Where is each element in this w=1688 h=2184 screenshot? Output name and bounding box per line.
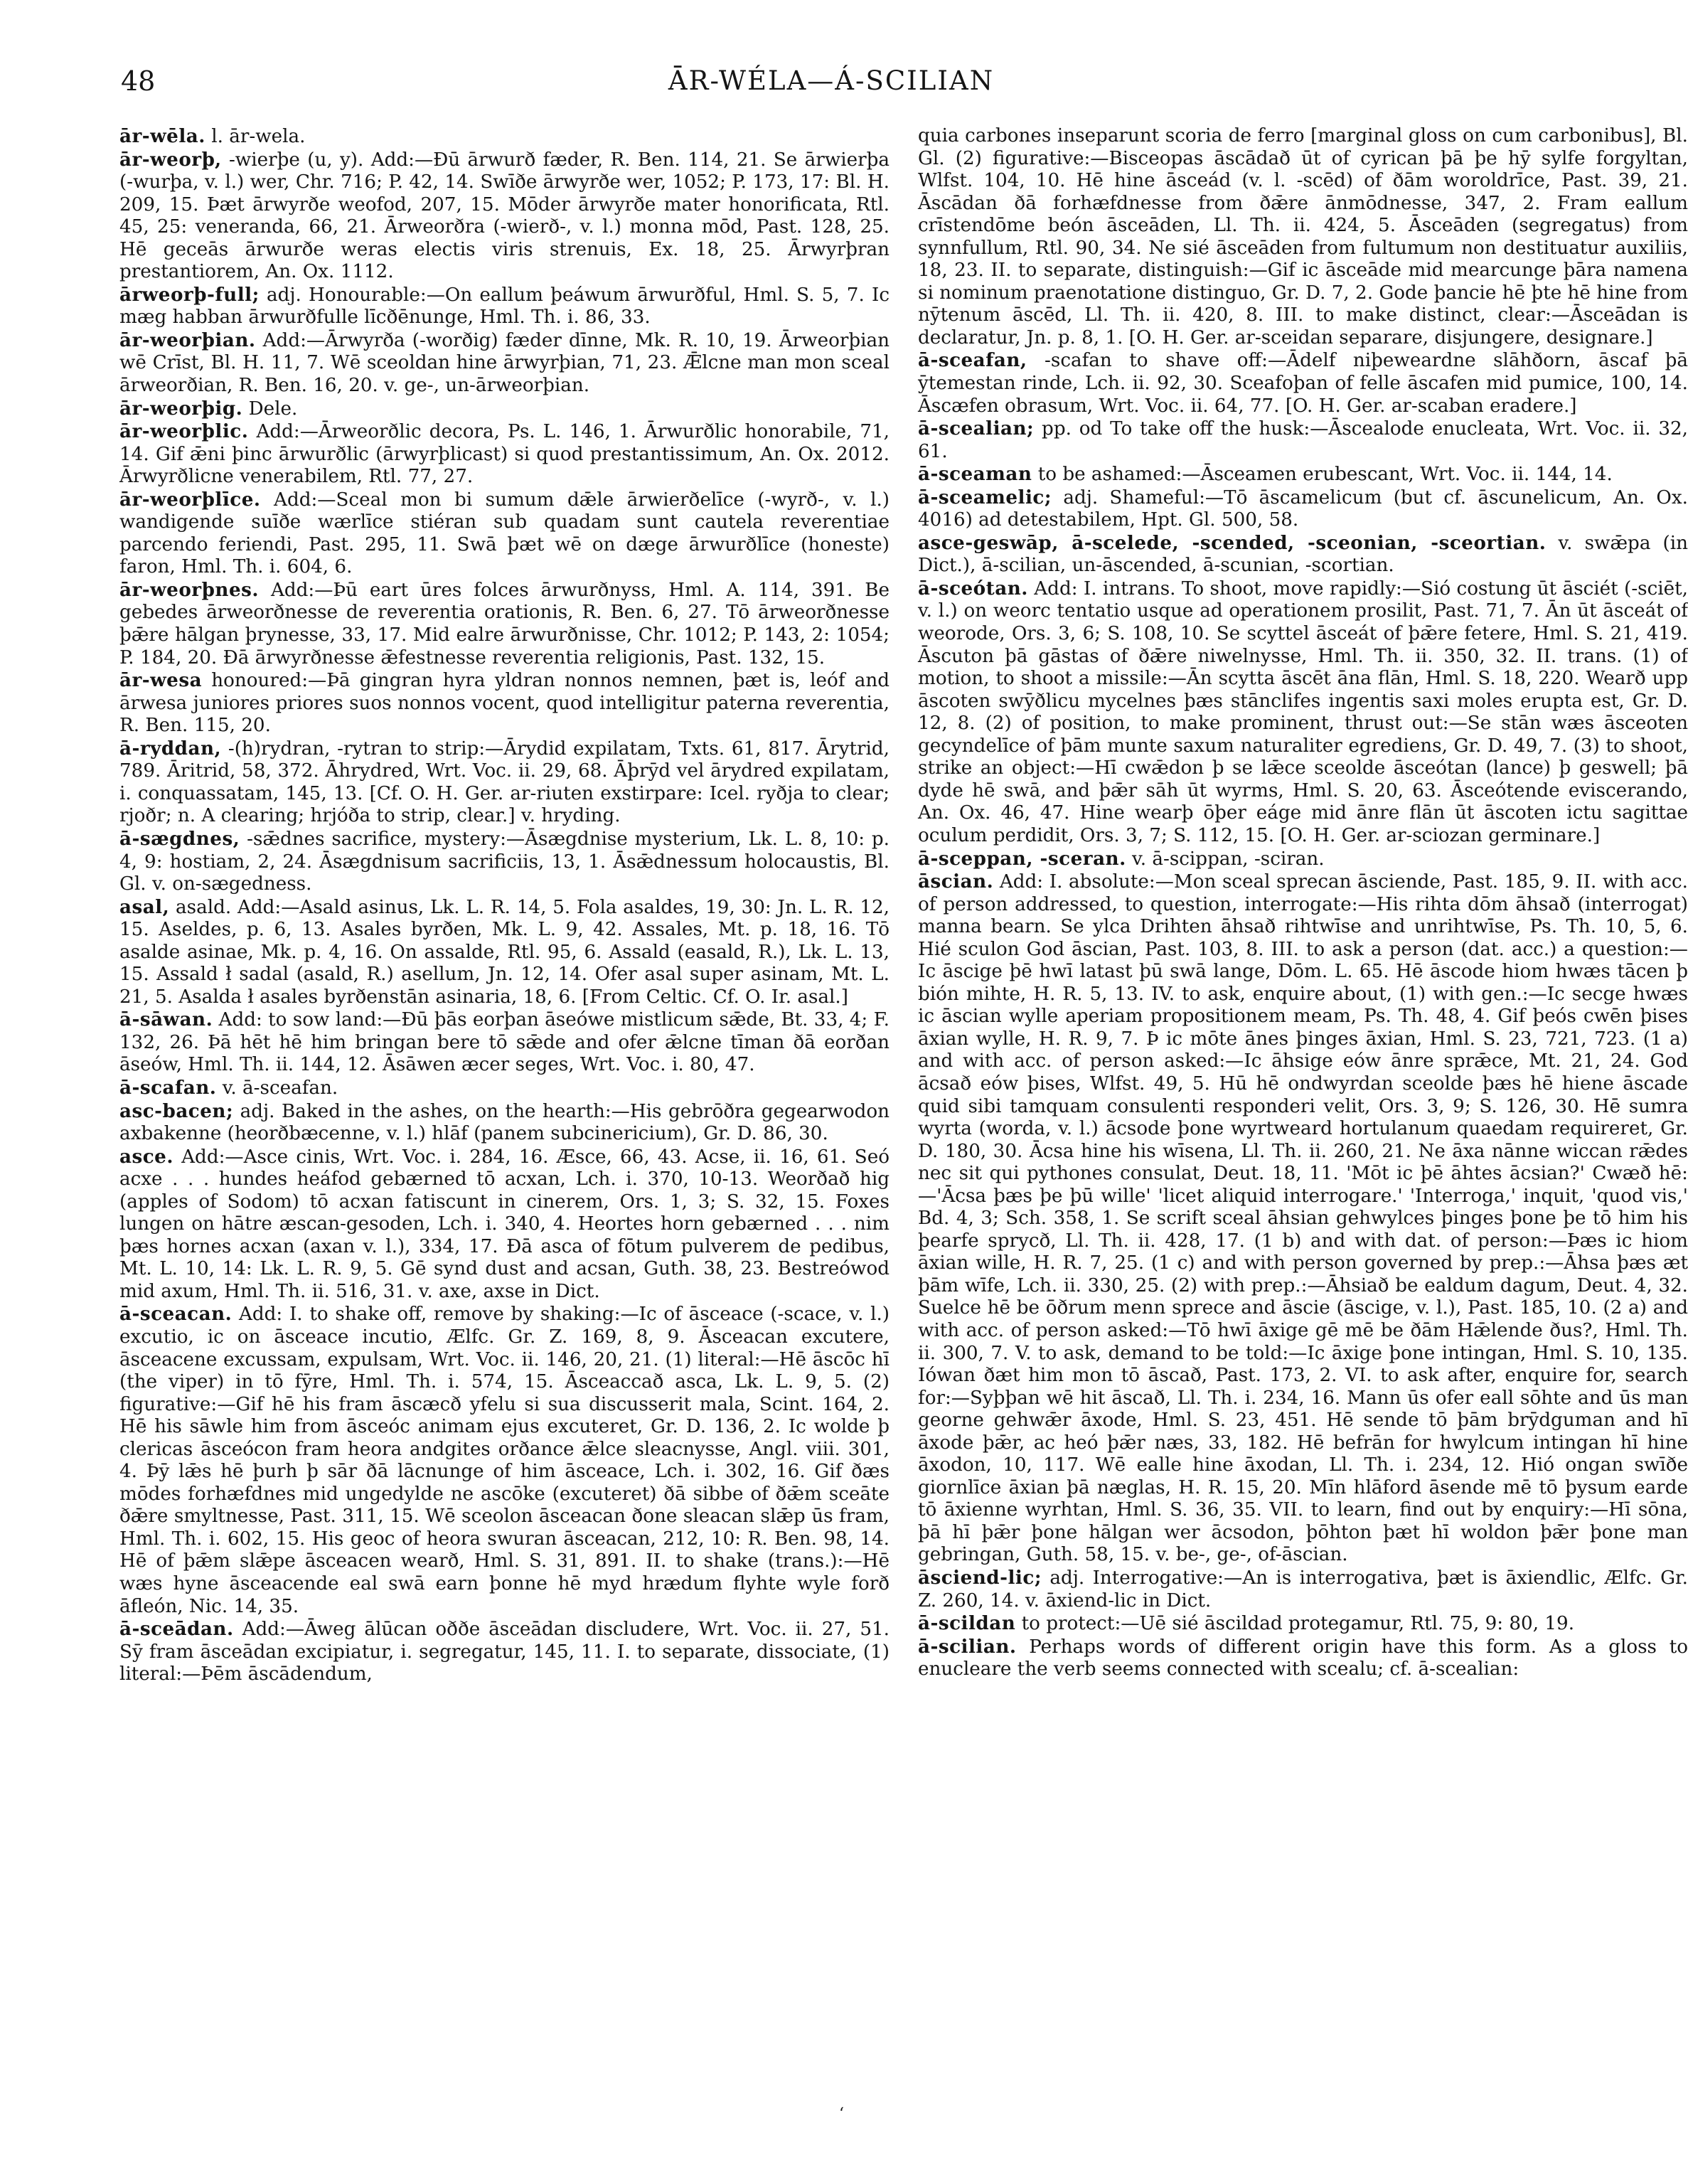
entry-headword: ā-sægdnes, [119, 827, 240, 850]
entry-text: Add:—Ārweorðlic decora, Ps. L. 146, 1. Ārwurðlic honorabile, 71, 14. Gif ǣni þinc ārwurðlic (ārwyrþlicast) si quod prestantissimum, An. Ox. 2012. Ārwyrðlicne venerabilem, Rtl. 77, 27. [119, 421, 890, 488]
entry-text: adj. Interrogative:—An is interrogativa, þæt is āxiendlic, Ælfc. Gr. Z. 260, 14. v. āxiend-lic in Dict. [918, 1567, 1688, 1612]
dictionary-entry [119, 1100, 890, 1146]
entry-text: quia carbones inseparunt scoria de ferro [marginal gloss on cum carbonibus], Bl. Gl. (2) figurative:—Bisceopas āscādað ūt of cyrican þā þe hȳ sylfe forgyltan, Wlfst. 104, 10. Hē hine āsceád (v. l. -scēd) of ðām woroldrīce, Past. 39, 21. Āscādan ðā forhæfdnesse from ðǣre ānmōdnesse, 347, 2. Fram eallum crīstendōme beón āsceāden, Ll. Th. ii. 424, 5. Āsceāden (segregatus) from synnfullum, Rtl. 90, 34. Ne sié āsceāden from fultumum non destituatur auxiliis, 18, 23. II. to separate, distinguish:—Gif ic āsceāde mid mearcunge þāra namena si nominum praenotatione distinguo, Gr. D. 7, 2. Gode þancie hē þte hē hine from nȳtenum āscēd, Ll. Th. ii. 420, 8. III. to make distinct, clear:—Āsceādan is declaratur, Jn. p. 8, 1. [O. H. Ger. ar-sceidan separare, disjungere, designare.] [918, 125, 1688, 348]
entry-text: to be ashamed:—Āsceamen erubescant, Wrt. Voc. ii. 144, 14. [1032, 464, 1613, 486]
dictionary-entry [119, 1618, 890, 1686]
dictionary-entry [918, 1567, 1688, 1612]
entry-headword: ā-sceacan. [119, 1303, 233, 1326]
dictionary-entry [119, 737, 890, 828]
dictionary-entry [918, 870, 1688, 1567]
dictionary-entry [918, 577, 1688, 848]
entry-headword: ār-weorþig. [119, 397, 243, 420]
entry-headword: asal, [119, 895, 170, 918]
footer-mark: ‘ [839, 2105, 844, 2123]
entry-headword: asce-geswāp, ā-scelede, -scended, -sceonian, -sceortian. [918, 531, 1547, 554]
dictionary-entry [918, 417, 1688, 463]
dictionary-entry [119, 1077, 890, 1100]
entry-headword: ā-sceppan, -sceran. [918, 847, 1126, 870]
entry-text: Add: to sow land:—Ðū þās eorþan āseówe mistlicum sǣde, Bt. 33, 4; F. 132, 26. Þā hēt hē him bringan bere tō sǣde and ofer ǣlcne tīman ðā eorðan āseów, Hml. Th. ii. 144, 12. Āsāwen æcer seges, Wrt. Voc. i. 80, 47. [119, 1009, 890, 1076]
entry-text: Add: I. intrans. To shoot, move rapidly:—Sió costung ūt āsciét (-sciēt, v. l.) on weorc tentatio usque ad operationem prosilit, Past. 71, 7. Ān ūt āsceát of weorode, Ors. 3, 6; S. 108, 10. Se scyttel āsceát of þǣre fetere, Hml. S. 21, 419. Āscuton þā gāstas of ðǣre niwelnysse, Hml. Th. ii. 350, 32. II. trans. (1) of motion, to shoot a missile:—Ān scytta āscēt āna flān, Hml. S. 18, 220. Wearð upp āscoten swȳðlicu mycelnes þæs stānclifes ingentis saxi moles erupta est, Gr. D. 12, 8. (2) of position, to make prominent, thrust out:—Se stān wæs āsceoten gecyndelīce of þām munte saxum naturaliter egrediens, Gr. D. 49, 7. (3) to shoot, strike an object:—Hī cwǣdon þ se lǣce sceolde āsceótan (lance) þ geswell; þā dyde hē swā, and þǣr sāh ūt wyrms, Hml. S. 20, 63. Āsceótende eviscerando, An. Ox. 46, 47. Hine wearþ ōþer eáge mid ānre flān ūt āscoten ictu sagittae oculum perdidit, Ors. 3, 7; S. 112, 15. [O. H. Ger. ar-sciozan germinare.] [918, 577, 1688, 846]
dictionary-entry [918, 532, 1688, 577]
entry-headword: ārweorþ-full; [119, 283, 260, 306]
entry-text: v. ā-scippan, -sciran. [1126, 848, 1325, 870]
entry-text: Dele. [242, 398, 298, 420]
entry-headword: ār-weorþlic. [119, 420, 249, 443]
entry-text: to protect:—Uē sié āscildad protegamur, Rtl. 75, 9: 80, 19. [1015, 1613, 1575, 1635]
dictionary-entry [918, 463, 1688, 486]
dictionary-entry [119, 329, 890, 398]
entry-text: Add:—Þū eart ūres folces ārwurðnyss, Hml. A. 114, 391. Be gebedes ārweorðnesse de reverentia orationis, R. Ben. 6, 27. Tō ārweorðnesse þǣre hālgan þrynesse, 33, 17. Mid ealre ārwurðnisse, Chr. 1012; P. 143, 2: 1054; P. 184, 20. Ðā ārwyrðnesse ǣfestnesse reverentia religionis, Past. 132, 15. [119, 579, 890, 668]
dictionary-entry [119, 579, 890, 669]
entry-text: Add: I. absolute:—Mon sceal sprecan āsciende, Past. 185, 9. II. with acc. of person addressed, to question, interrogate:—His rihta dōm āhsað (interrogat) manna bearn. Se ylca Drihten āhsað rihtwīse and unrihtwīse, Ps. Th. 10, 5, 6. Hié sculon God āscian, Past. 103, 8. III. to ask a person (dat. acc.) a question:—Ic āscige þē hwī latast þū swā lange, Dōm. L. 65. Hē āscode hiom hwæs tācen þ bión mihte, H. R. 5, 13. IV. to ask, enquire about, (1) with gen.:—Ic secge hwæs ic āscian wylle aperiam propositionem meam, Ps. Th. 48, 4. Gif þeós cwēn þises āxian wylle, H. R. 9, 7. Þ ic mōte ānes þinges āxian, Hml. S. 23, 721, 723. (1 a) and with acc. of person asked:—Ic āhsige eów ānre sprǣce, Mt. 21, 24. God ācsað eów þises, Wlfst. 49, 5. Hū hē ondwyrdan sceolde þæs hē hiene āscade quid sibi tamquam consulenti responderi velit, Ors. 3, 9; S. 126, 30. Hē sumra wyrta (worda, v. l.) ācsode þone wyrtweard hortulanum quaedam requireret, Gr. D. 180, 30. Ācsa hine his wīsena, Ll. Th. ii. 260, 21. Ne āxa nānne wiccan rǣdes nec sit qui pythones consulat, Deut. 18, 11. 'Mōt ic þē āhtes ācsian?' Cwæð hē:—'Ācsa þæs þe þū wille' 'licet aliquid interrogare.' 'Interroga,' inquit, 'quod vis,' Bd. 4, 3; Sch. 358, 1. Se scrift sceal āhsian gehwylces þinges þone þe tō him his þearfe sprycð, Ll. Th. ii. 428, 17. (1 b) and with dat. of person:—Þæs ic hiom āxian wille, H. R. 7, 25. (1 c) and with person governed by prep.:—Āhsa þæs æt þām wīfe, Lch. ii. 330, 25. (2) with prep.:—Āhsiað be ealdum dagum, Deut. 4, 32. Suelce hē be ōðrum menn sprece and āscie (āscige, v. l.), Past. 185, 10. (2 a) and with acc. of person asked:—Tō hwī āxige gē mē be ðām Hǣlende ðus?, Hml. Th. ii. 300, 7. V. to ask, demand to be told:—Ic āxige þone intingan, Hml. S. 10, 135. Iówan ðæt him mon tō āscað, Past. 173, 2. VI. to ask after, enquire for, search for:—Syþþan wē hit āscað, Ll. Th. i. 234, 16. Mann ūs ofer eall sōhte and ūs man georne gehwǣr āxode, Hml. S. 23, 451. Hē sende tō þām brȳdguman and hī āxode þǣr, ac heó þǣr næs, 33, 182. Hē befrān for hwylcum intingan hī hine āxodon, 10, 117. Wē ealle hine āxodan, Ll. Th. i. 234, 12. Hió ongan swīðe giornlīce āxian þā næglas, H. R. 15, 20. Mīn hlāford āsende mē tō þysum earde tō āxienne wyrhtan, Hml. S. 36, 35. VII. to learn, find out by enquiry:—Hī sōna, þā hī þǣr þone hālgan wer ācsodon, þōhton þæt hī woldon þǣr þone man gebringan, Guth. 58, 15. v. be-, ge-, of-āscian. [918, 871, 1688, 1566]
dictionary-entry [119, 1008, 890, 1077]
dictionary-entry [119, 1303, 890, 1618]
entry-text: pp. od To take off the husk:—Āscealode enucleata, Wrt. Voc. ii. 32, 61. [918, 418, 1688, 462]
entry-text: v. ā-sceafan. [216, 1077, 338, 1099]
dictionary-entry [119, 398, 890, 421]
entry-headword: ā-ryddan, [119, 737, 222, 760]
entry-text: -(h)rydran, -rytran to strip:—Ārydid expilatam, Txts. 61, 817. Ārytrid, 789. Āritrid, 58, 372. Āhrydred, Wrt. Voc. ii. 29, 68. Āþrȳd vel ārydred expilatam, i. conquassatam, 145, 13. [Cf. O. H. Ger. ar-riuten exstirpare: Icel. ryðja to clear; rjoðr; n. A clearing; hrjóða to strip, clear.] v. hryding. [119, 737, 890, 827]
entry-headword: ā-scealian; [918, 417, 1035, 440]
entry-text: -scafan to shave off:—Ādelf niþeweardne slāhðorn, āscaf þā ȳtemestan rinde, Lch. ii. 92, 30. Sceafoþan of felle āscafen mid pumice, 100, 14. Āscæfen obrasum, Wrt. Voc. ii. 64, 77. [O. H. Ger. ar-scaban eradere.] [918, 350, 1688, 417]
entry-text: honoured:—Þā gingran hyra yldran nonnos nemnen, þæt is, leóf and ārwesa juniores priores suos nonnos vocent, quod intelligitur paterna reverentia, R. Ben. 115, 20. [119, 670, 890, 737]
entry-headword: ā-sceaman [918, 463, 1032, 486]
dictionary-entry [918, 848, 1688, 871]
entry-text: l. ār-wela. [205, 126, 306, 147]
entry-headword: ā-sceādan. [119, 1618, 234, 1641]
dictionary-entry [918, 349, 1688, 417]
entry-headword: ā-sāwan. [119, 1008, 213, 1031]
page-header [0, 65, 1662, 108]
dictionary-entry [119, 149, 890, 284]
entry-text: adj. Shameful:—Tō āscamelicum (but cf. āscunelicum, An. Ox. 4016) ad detestabilem, Hpt. Gl. 500, 58. [918, 486, 1688, 531]
dictionary-entry [119, 1146, 890, 1304]
entry-headword: ār-weorþian. [119, 329, 256, 351]
entry-text: Add:—Ārwyrða (-worðig) fæder dīnne, Mk. R. 10, 19. Ārweorþian wē Crīst, Bl. H. 11, 7. Wē sceoldan hine ārwyrþian, 71, 23. Ǣlcne man mon sceal ārweorðian, R. Ben. 16, 20. v. ge-, un-ārweorþian. [119, 329, 890, 397]
entry-headword: ār-weorþnes. [119, 578, 259, 601]
dictionary-entry [119, 125, 890, 149]
entry-headword: ā-scildan [918, 1612, 1016, 1635]
entry-headword: ār-wesa [119, 669, 203, 692]
entry-text: Add: I. to shake off, remove by shaking:—Ic of āsceace (-scace, v. l.) excutio, ic on āsceace incutio, Ælfc. Gr. Z. 169, 8, 9. Āsceacan excutere, āsceacene excussam, expulsam, Wrt. Voc. ii. 146, 20, 21. (1) literal:—Hē āscōc hī (the viper) in tō fȳre, Hml. Th. i. 574, 15. Āsceaccað asca, Lk. L. 9, 5. (2) figurative:—Gif hē his fram āscæcð yfelu si sua discusserit mala, Scint. 164, 2. Hē his sāwle him from āsceóc animam ejus excuteret, Gr. D. 136, 2. Ic wolde þ clericas āsceócon fram heora andgites orðance ǣlce sleacnysse, Angl. viii. 301, 4. Þȳ lǣs hē þurh þ sār ðā lācnunge of him āsceace, Lch. i. 302, 16. Gif ðæs mōdes forhæfdnes mid ungedylde ne ascōke (excuteret) ðā sibbe of ðǣm sceāte ðǣre smyltnesse, Past. 311, 15. Wē sceolon āsceacan ðone sleacan slǣp ūs fram, Hml. Th. i. 602, 15. His geoc of heora swuran āsceacan, 212, 10: R. Ben. 98, 14. Hē of þǣm slǣpe āsceacen wearð, Hml. S. 31, 891. II. to shake (trans.):—Hē wæs hyne āsceacende eal swā earn þonne hē myd hrædum flyhte wyle forð āfleón, Nic. 14, 35. [119, 1304, 890, 1617]
entry-text: adj. Baked in the ashes, on the hearth:—His gebrōðra gegearwodon axbakenne (heorðbæcenne, v. l.) hlāf (panem subcinericium), Gr. D. 86, 30. [119, 1100, 890, 1145]
dictionary-entry [918, 1636, 1688, 1681]
entry-headword: ā-sceamelic; [918, 486, 1052, 508]
dictionary-entry [119, 669, 890, 737]
dictionary-entry [918, 125, 1688, 349]
entry-text: Add:—Sceal mon bi sumum dǣle ārwierðelīce (-wyrð-, v. l.) wandigende suīðe wærlīce stiéran sub quadam sunt cautela reverentiae parcendo feriendi, Past. 295, 11. Swā þæt wē on dæge ārwurðlīce (honeste) faron, Hml. Th. i. 604, 6. [119, 489, 890, 578]
left-column [119, 125, 890, 1686]
dictionary-entry [119, 284, 890, 329]
dictionary-entry [918, 1612, 1688, 1636]
dictionary-entry [119, 828, 890, 896]
entry-headword: āscian. [918, 870, 994, 893]
page-number: 48 [121, 65, 156, 97]
entry-text: -sǣdnes sacrifice, mystery:—Āsægdnise mysterium, Lk. L. 8, 10: p. 4, 9: hostiam, 2, 24. Āsægdnisum sacrificiis, 13, 1. Āsǣdnessum holocaustis, Bl. Gl. v. on-sægedness. [119, 828, 890, 895]
right-column [918, 125, 1688, 1681]
entry-text: adj. Honourable:—On eallum þeáwum ārwurðful, Hml. S. 5, 7. Ic mæg habban ārwurðfulle līcðēnunge, Hml. Th. i. 86, 33. [119, 284, 890, 329]
entry-headword: ā-sceafan, [918, 349, 1027, 372]
entry-headword: ār-weorþ, [119, 148, 222, 171]
entry-text: -wierþe (u, y). Add:—Ðū ārwurð fæder, R. Ben. 114, 21. Se ārwierþa (-wurþa, v. l.) wer, Chr. 716; P. 42, 14. Swīðe ārwyrðe wer, 1052; P. 173, 17: Bl. H. 209, 15. Þæt ārwyrðe weofod, 207, 15. Mōder ārwyrðe mater honorificata, Rtl. 45, 25: veneranda, 66, 21. Ārweorðra (-wierð-, v. l.) monna mōd, Past. 128, 25. Hē geceās ārwurðe weras electis viris strenuis, Ex. 18, 25. Ārwyrþran prestantiorem, An. Ox. 1112. [119, 149, 890, 283]
entry-headword: ā-scilian. [918, 1635, 1017, 1658]
entry-text: v. swǣpa (in Dict.), ā-scilian, un-āscended, ā-scunian, -scortian. [918, 532, 1688, 577]
dictionary-entry [119, 489, 890, 579]
entry-headword: asc-bacen; [119, 1099, 234, 1122]
entry-text: asald. Add:—Asald asinus, Lk. L. R. 14, 5. Fola asaldes, 19, 30: Jn. L. R. 12, 15. Aseldes, p. 6, 13. Asales byrðen, Mk. L. 9, 42. Assales, Mt. p. 18, 16. Tō asalde asinae, Mk. p. 4, 16. On assalde, Rtl. 95, 6. Assald (easald, R.), Lk. L. 13, 15. Assald ł sadal (asald, R.) asellum, Jn. 12, 14. Ofer asal super asinam, Mt. L. 21, 5. Asalda ł asales byrðenstān asinaria, 18, 6. [From Celtic. Cf. O. Ir. asal.] [119, 896, 890, 1008]
dictionary-entry [918, 486, 1688, 532]
entry-headword: ā-scafan. [119, 1076, 217, 1099]
dictionary-entry [119, 896, 890, 1009]
running-title: ĀR-WÉLA—Á-SCILIAN [668, 65, 995, 96]
entry-text: Perhaps words of different origin have this form. As a gloss to enucleare the verb seems connected with scealu; cf. ā-scealian: [918, 1636, 1688, 1680]
entry-text: Add:—Āweg ālūcan oððe āsceādan discludere, Wrt. Voc. ii. 27, 51. Sȳ fram āsceādan excipiatur, i. segregatur, 145, 11. I. to separate, dissociate, (1) literal:—Þēm āscādendum, [119, 1619, 890, 1685]
entry-text: Add:—Asce cinis, Wrt. Voc. i. 284, 16. Æsce, 66, 43. Acse, ii. 16, 61. Seó acxe . . . hundes heáfod gebærned tō acxan, Lch. i. 370, 10-13. Weorðað hig (apples of Sodom) tō acxan fatiscunt in cinerem, Ors. 1, 3; S. 32, 15. Foxes lungen on hātre æscan-gesoden, Lch. i. 340, 4. Heortes horn gebærned . . . nim þæs hornes acxan (axan v. l.), 334, 17. Ðā asca of fōtum pulverem de pedibus, Mt. L. 10, 14: Lk. L. R. 9, 5. Gē synd dust and acsan, Guth. 38, 23. Bestreówod mid axum, Hml. Th. ii. 516, 31. v. axe, axse in Dict. [119, 1146, 890, 1302]
entry-headword: ār-wēla. [119, 125, 205, 147]
entry-headword: ār-weorþlīce. [119, 488, 261, 511]
entry-headword: asce. [119, 1145, 173, 1168]
entry-headword: āsciend-lic; [918, 1567, 1042, 1589]
entry-headword: ā-sceótan. [918, 577, 1028, 600]
dictionary-entry [119, 420, 890, 489]
